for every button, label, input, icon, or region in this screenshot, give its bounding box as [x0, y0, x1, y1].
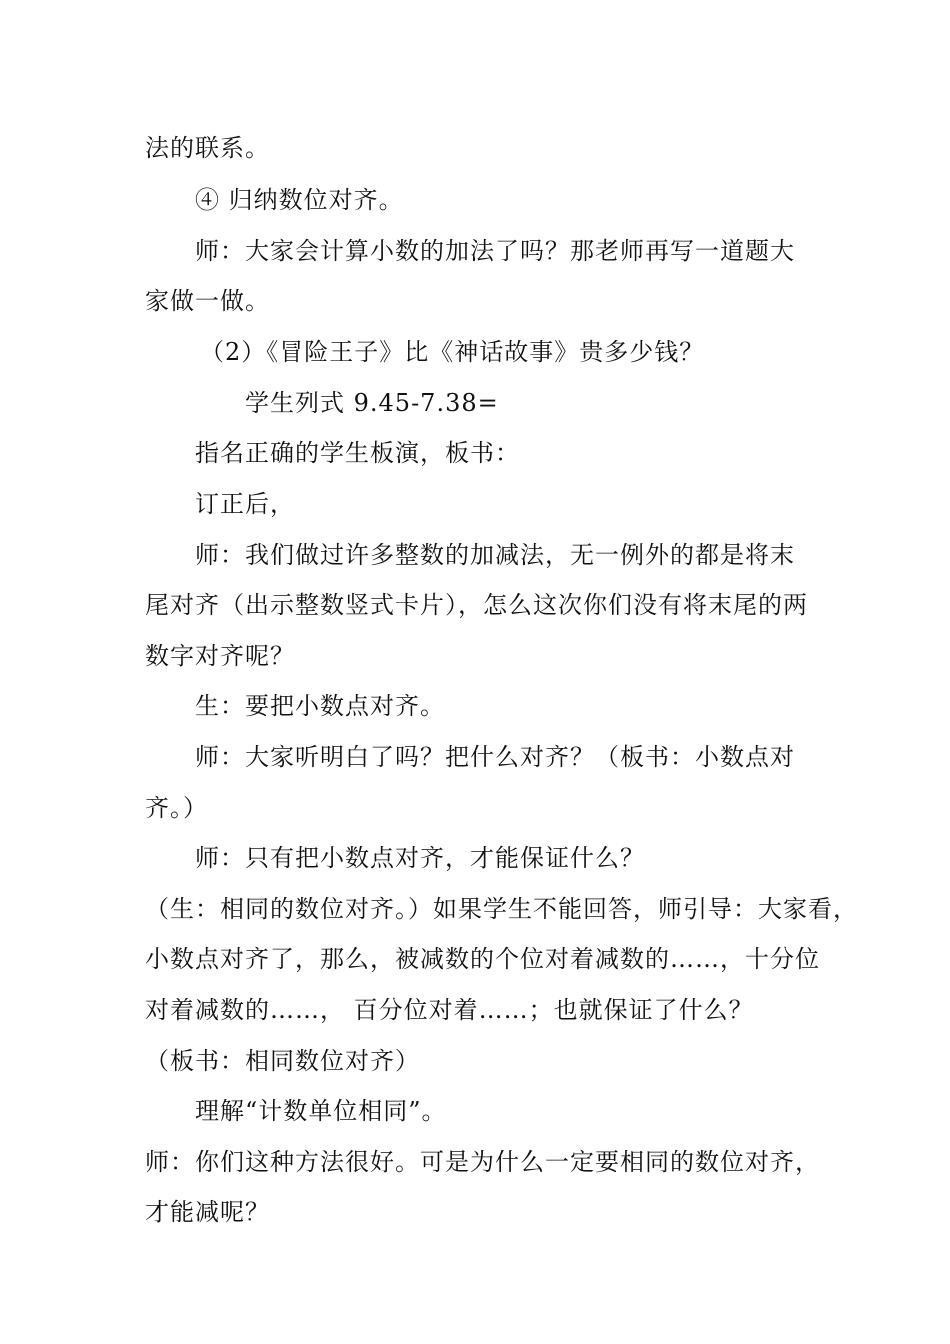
text-line: 才能减呢？ [145, 1198, 270, 1226]
text-line: 生：要把小数点对齐。 [195, 692, 445, 720]
text-line: （板书：相同数位对齐） [145, 1047, 420, 1075]
text-line: （生：相同的数位对齐。）如果学生不能回答，师引导：大家看， [145, 895, 858, 923]
text-line: 师：大家会计算小数的加法了吗？那老师再写一道题大 [195, 237, 795, 265]
text-line: （2）《冒险王子》比《神话故事》贵多少钱？ [200, 338, 705, 366]
text-line: 学生列式 9.45-7.38= [245, 389, 499, 417]
text-line: 师：你们这种方法很好。可是为什么一定要相同的数位对齐， [145, 1148, 820, 1176]
text-line: 指名正确的学生板演，板书： [195, 439, 520, 467]
text-line: 法的联系。 [145, 134, 270, 162]
text-line: 师：我们做过许多整数的加减法，无一例外的都是将末 [195, 541, 795, 569]
text-line: ④ 归纳数位对齐。 [195, 186, 404, 214]
text-line: 师：只有把小数点对齐，才能保证什么？ [195, 844, 645, 872]
text-line: 数字对齐呢？ [145, 642, 295, 670]
text-line: 家做一做。 [145, 287, 270, 315]
text-line: 理解“计数单位相同”。 [195, 1097, 447, 1125]
text-line: 师：大家听明白了吗？把什么对齐？（板书：小数点对 [195, 743, 795, 771]
text-line: 订正后， [195, 490, 295, 518]
text-line: 尾对齐（出示整数竖式卡片），怎么这次你们没有将末尾的两 [145, 591, 808, 619]
text-line: 齐。） [145, 794, 208, 822]
text-line: 对着减数的……， 百分位对着……；也就保证了什么？ [145, 996, 754, 1024]
text-line: 小数点对齐了，那么，被减数的个位对着减数的……，十分位 [145, 945, 820, 973]
